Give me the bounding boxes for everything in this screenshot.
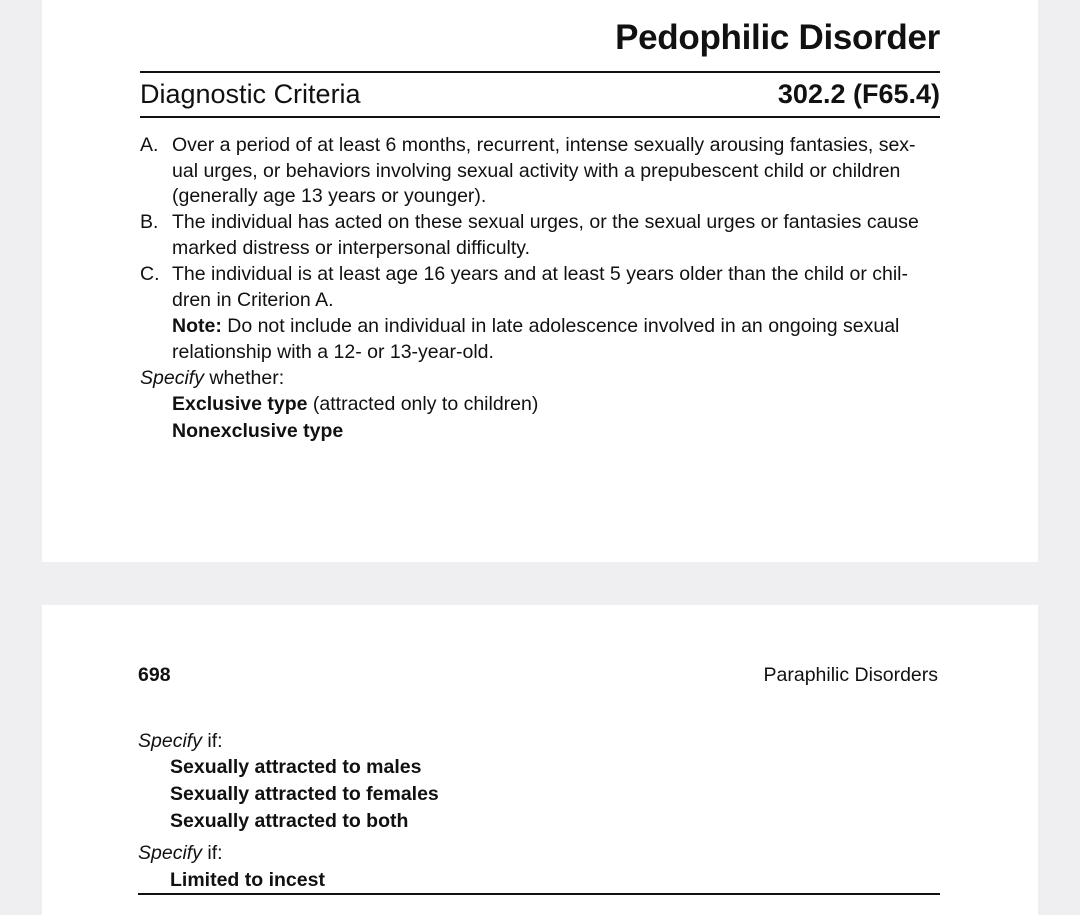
note-label: Note:	[172, 315, 222, 337]
page-top	[42, 0, 1038, 562]
criterion-letter: A.	[140, 134, 159, 156]
title-rule	[140, 71, 940, 73]
criterion-letter: B.	[140, 211, 159, 233]
option-nonexclusive-type: Nonexclusive type	[172, 420, 344, 442]
option-attracted-males: Sexually attracted to males	[170, 756, 422, 778]
chapter-title: Paraphilic Disorders	[763, 664, 938, 686]
specify-if-label: Specify if:	[138, 842, 223, 864]
note-text: Do not include an individual in late adolescence involved in an ongoing sexual	[221, 315, 900, 337]
criterion-line: Over a period of at least 6 months, recurrent, intense sexually arousing fantasies, sex-	[172, 134, 916, 156]
criterion-line: (generally age 13 years or younger).	[172, 185, 487, 207]
section-label: Diagnostic Criteria	[140, 79, 361, 109]
diagnostic-code: 302.2 (F65.4)	[777, 79, 940, 109]
criterion-line: marked distress or interpersonal difficulty.	[172, 236, 531, 259]
bottom-rule	[138, 893, 940, 895]
option-attracted-females: Sexually attracted to females	[170, 783, 439, 805]
criterion-line: The individual is at least age 16 years and at least 5 years older than the child or chil-	[172, 263, 909, 285]
criterion-line: ual urges, or behaviors involving sexual activity with a prepubescent child or children	[172, 159, 901, 182]
criterion-letter: C.	[140, 263, 160, 285]
page-title: Pedophilic Disorder	[615, 18, 940, 57]
criterion-line: dren in Criterion A.	[172, 288, 334, 311]
option-exclusive-type: Exclusive type (attracted only to children)	[172, 393, 539, 415]
specify-whether-label: Specify whether:	[140, 367, 285, 389]
option-attracted-both: Sexually attracted to both	[170, 810, 409, 832]
note-line: relationship with a 12- or 13-year-old.	[172, 340, 494, 363]
page-bottom	[42, 605, 1038, 915]
note-line	[172, 314, 908, 340]
option-limited-to-incest: Limited to incest	[170, 869, 325, 891]
specify-if-label: Specify if:	[138, 730, 223, 752]
criterion-line: The individual has acted on these sexual urges, or the sexual urges or fantasies cause	[172, 211, 919, 233]
page-number: 698	[138, 664, 171, 686]
section-rule	[140, 116, 940, 118]
